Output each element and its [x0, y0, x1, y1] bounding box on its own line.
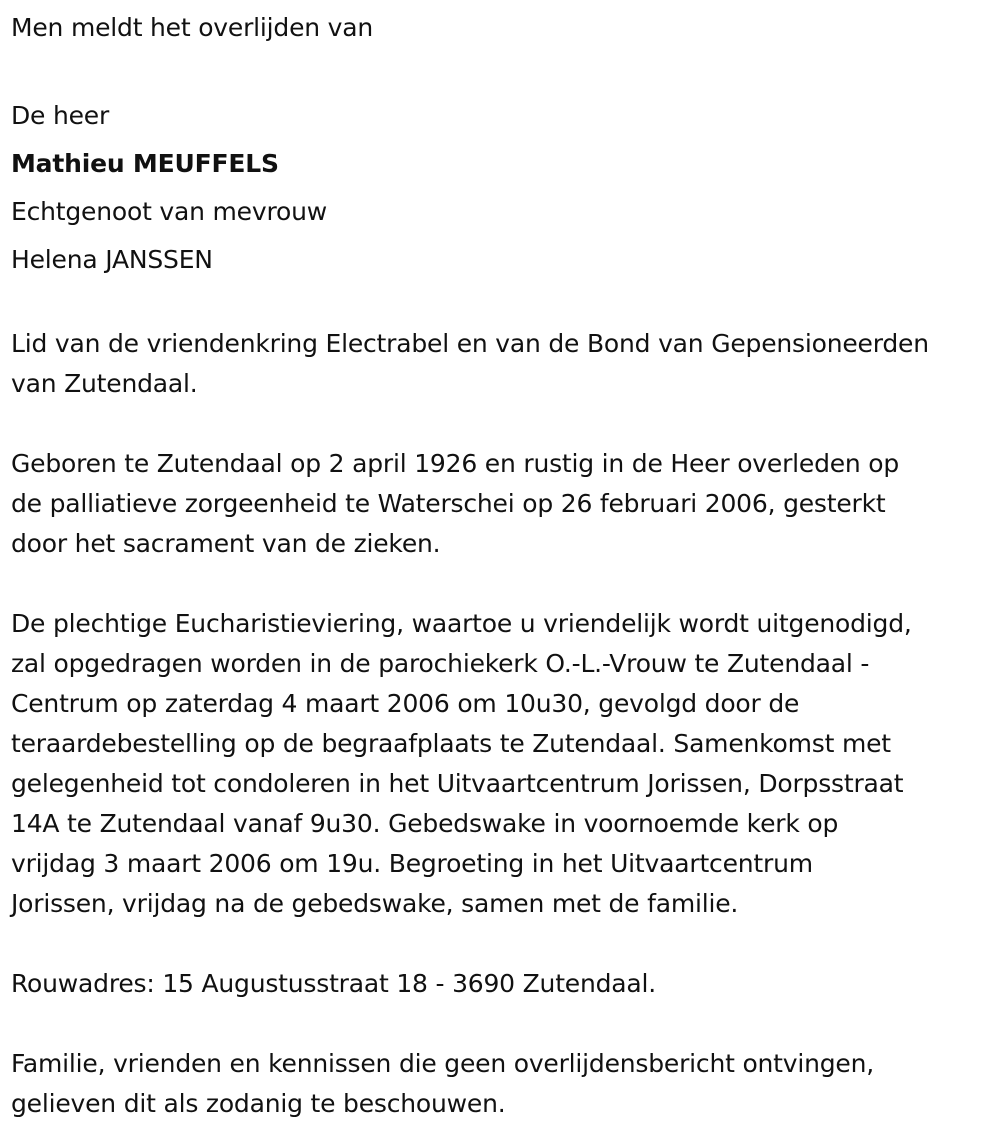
- closing-paragraph: [11, 1044, 996, 1124]
- ceremony-line: zal opgedragen worden in de parochiekerk O.-L.-Vrouw te Zutendaal -: [11, 649, 870, 678]
- birth-death-line: de palliatieve zorgeenheid te Waterschei op 26 februari 2006, gesterkt: [11, 489, 886, 518]
- membership-line: van Zutendaal.: [11, 369, 198, 398]
- birth-death-line: door het sacrament van de zieken.: [11, 529, 441, 558]
- closing-line: Familie, vrienden en kennissen die geen overlijdensbericht ontvingen,: [11, 1049, 875, 1078]
- ceremony-line: Centrum op zaterdag 4 maart 2006 om 10u30, gevolgd door de: [11, 689, 800, 718]
- deceased-name: Mathieu MEUFFELS: [11, 149, 279, 178]
- mourning-address: Rouwadres: 15 Augustusstraat 18 - 3690 Zutendaal.: [11, 969, 657, 998]
- birth-death-paragraph: [11, 444, 996, 564]
- ceremony-line: vrijdag 3 maart 2006 om 19u. Begroeting in het Uitvaartcentrum: [11, 849, 813, 878]
- address-paragraph: [11, 964, 996, 1004]
- ceremony-line: teraardebestelling op de begraafplaats te Zutendaal. Samenkomst met: [11, 729, 891, 758]
- spouse-name: Helena JANSSEN: [11, 245, 213, 274]
- intro-text: Men meldt het overlijden van: [11, 13, 374, 42]
- deceased-header: [11, 92, 996, 284]
- birth-death-line: Geboren te Zutendaal op 2 april 1926 en rustig in de Heer overleden op: [11, 449, 900, 478]
- death-notice: [11, 4, 996, 1124]
- closing-line: gelieven dit als zodanig te beschouwen.: [11, 1089, 506, 1118]
- ceremony-line: 14A te Zutendaal vanaf 9u30. Gebedswake in voornoemde kerk op: [11, 809, 839, 838]
- spouse-label: Echtgenoot van mevrouw: [11, 197, 327, 226]
- ceremony-line: gelegenheid tot condoleren in het Uitvaartcentrum Jorissen, Dorpsstraat: [11, 769, 904, 798]
- ceremony-paragraph: [11, 604, 996, 924]
- honorific-title: De heer: [11, 101, 110, 130]
- membership-line: Lid van de vriendenkring Electrabel en van de Bond van Gepensioneerden: [11, 329, 929, 358]
- membership-paragraph: [11, 324, 996, 404]
- ceremony-line: Jorissen, vrijdag na de gebedswake, samen met de familie.: [11, 889, 739, 918]
- ceremony-line: De plechtige Eucharistieviering, waartoe u vriendelijk wordt uitgenodigd,: [11, 609, 912, 638]
